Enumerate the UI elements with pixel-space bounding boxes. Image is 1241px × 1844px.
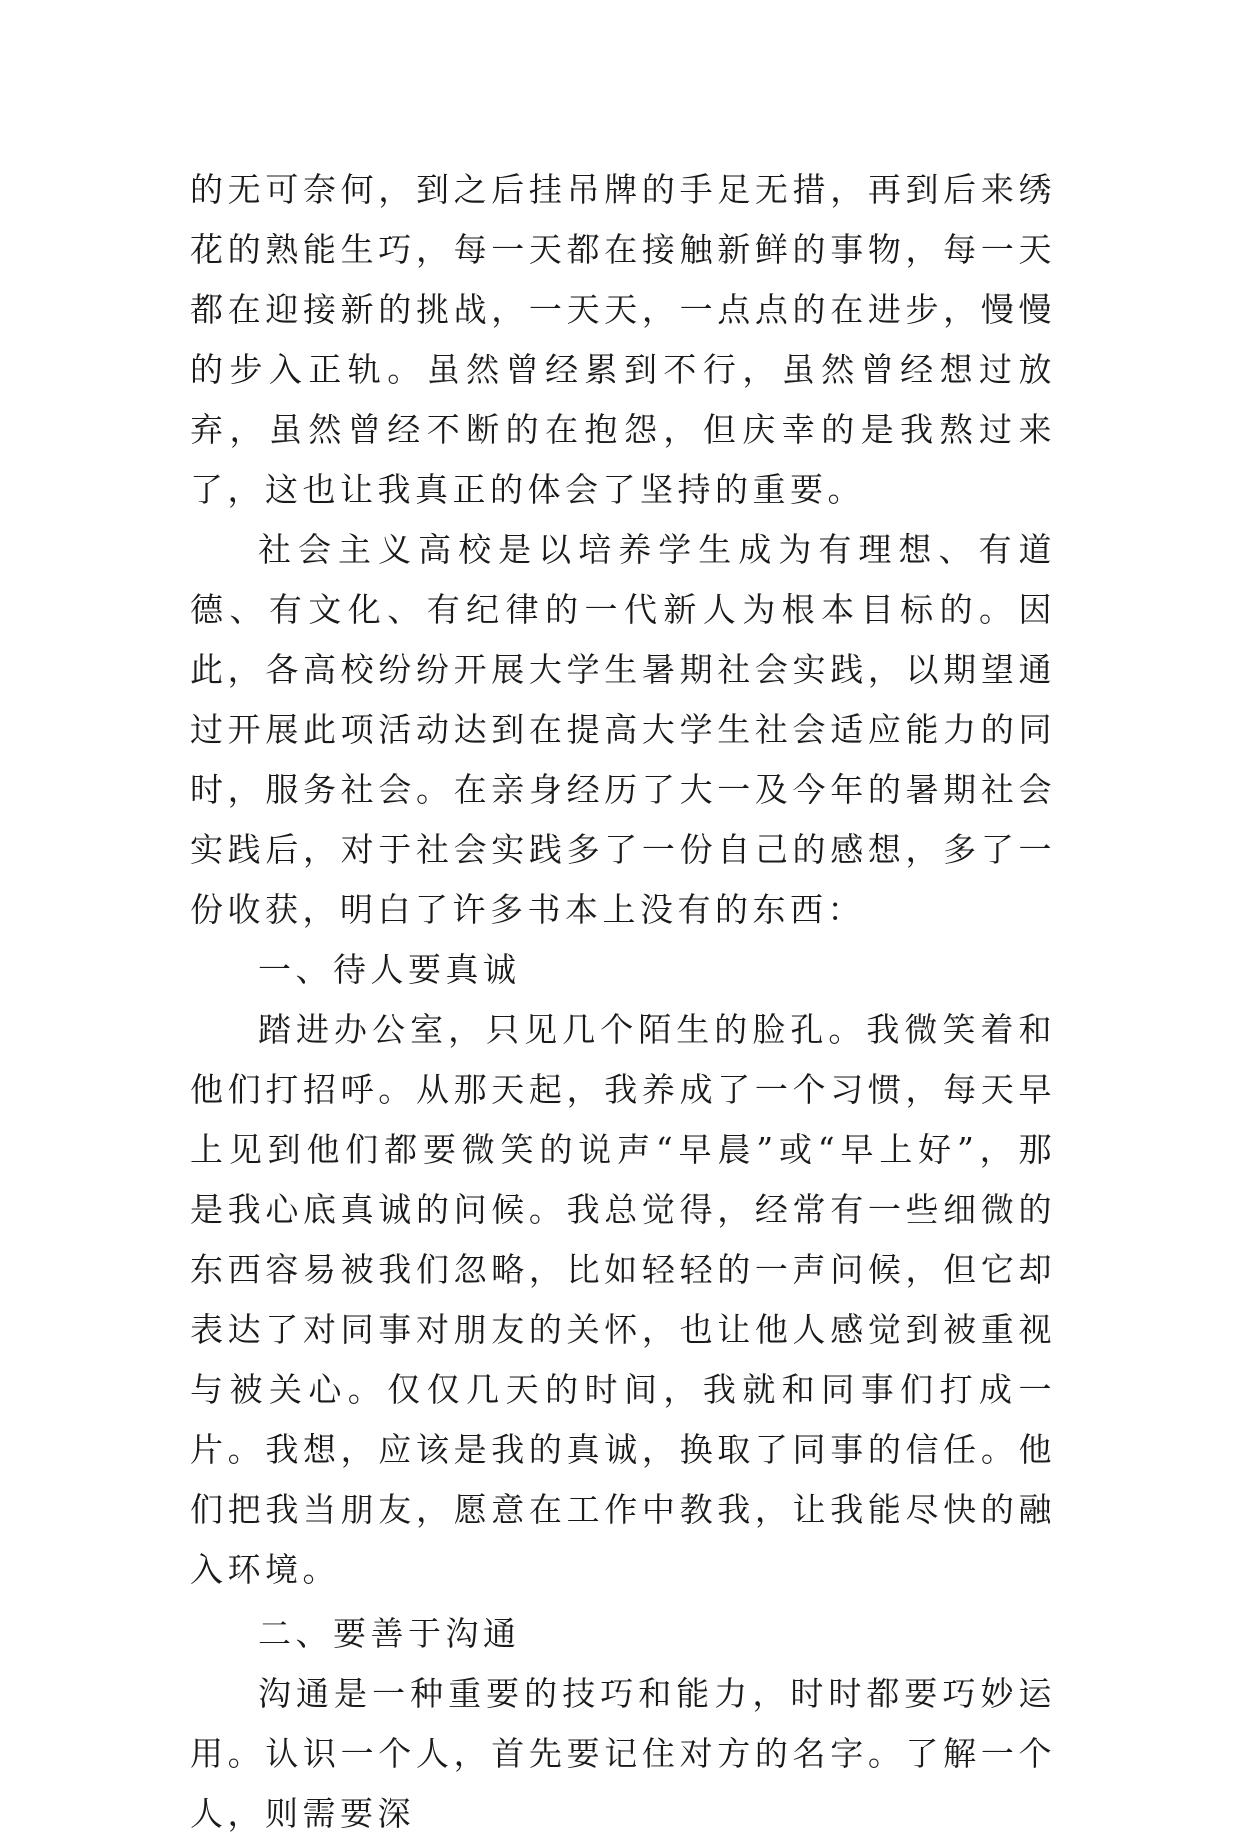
section-heading-communication: 二、要善于沟通 [258,1614,521,1653]
paragraph-social-practice-intro: 社会主义高校是以培养学生成为有理想、有道德、有文化、有纪律的一代新人为根本目标的。因此，各高校纷纷开展大学生暑期社会实践，以期望通过开展此项活动达到在提高大学生社会适应能力的同时，服务社会。在亲身经历了大一及今年的暑期社会实践后，对于社会实践多了一份自己的感想，多了一份收获，明白了许多书本上没有的东西： [190,530,1056,929]
section-heading-sincerity: 一、待人要真诚 [258,950,521,989]
paragraph-continuation: 的无可奈何，到之后挂吊牌的手足无措，再到后来绣花的熟能生巧，每一天都在接触新鲜的事物，每一天都在迎接新的挑战，一天天，一点点的在进步，慢慢的步入正轨。虽然曾经累到不行，虽然曾经想过放弃，虽然曾经不断的在抱怨，但庆幸的是我熬过来了，这也让我真正的体会了坚持的重要。 [190,170,1056,509]
paragraph-sincerity: 踏进办公室，只见几个陌生的脸孔。我微笑着和他们打招呼。从那天起，我养成了一个习惯，每天早上见到他们都要微笑的说声“早晨”或“早上好”，那是我心底真诚的问候。我总觉得，经常有一些细微的东西容易被我们忽略，比如轻轻的一声问候，但它却表达了对同事对朋友的关怀，也让他人感觉到被重视与被关心。仅仅几天的时间，我就和同事们打成一片。我想，应该是我的真诚，换取了同事的信任。他们把我当朋友，愿意在工作中教我，让我能尽快的融入环境。 [190,1010,1056,1589]
document-body [190,160,1056,1844]
paragraph-communication: 沟通是一种重要的技巧和能力，时时都要巧妙运用。认识一个人，首先要记住对方的名字。了解一个人，则需要深 [190,1674,1056,1833]
